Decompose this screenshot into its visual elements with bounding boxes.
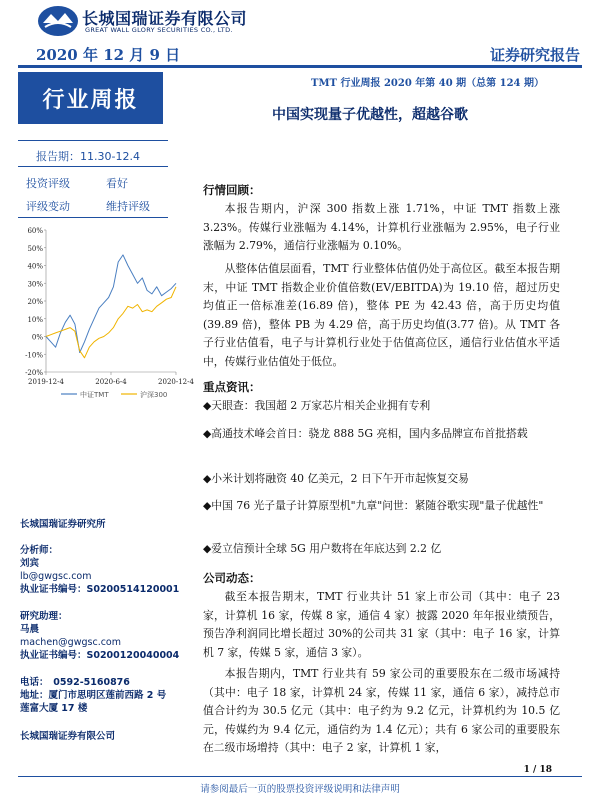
- footer-disclaimer[interactable]: 请参阅最后一页的股票投资评级说明和法律声明: [200, 784, 400, 795]
- y-tick-label: 30%: [27, 280, 43, 289]
- performance-chart: [16, 222, 194, 407]
- rating-change-value: 维持评级: [106, 200, 150, 213]
- institute-name: 长城国瑞证券研究所: [20, 519, 106, 530]
- y-tick-label: 10%: [27, 315, 43, 324]
- footer-divider: [18, 776, 582, 777]
- legend-label: 中证TMT: [80, 391, 109, 399]
- company-logo-icon: [36, 4, 80, 38]
- analyst-label: 分析师：: [20, 545, 59, 556]
- analyst-cert: 执业证书编号：S0200514120001: [20, 584, 180, 595]
- issue-line: TMT 行业周报 2020 年第 40 期（总第 124 期）: [311, 78, 544, 89]
- paragraph: 截至本报告期末，TMT 行业共计 51 家上市公司（其中：电子 23 家，计算机 16 家，传媒 8 家，通信 4 家）披露 2020 年年报业绩预告，预告净利润同比增长超过 30%的公司共 31 家（其中：电子 16 家，计算机 7 家，传媒 5 家，通信 3 家）。: [203, 590, 560, 659]
- company-footer-name: 长城国瑞证券有限公司: [20, 731, 116, 742]
- report-category-title: 行业周报: [42, 87, 139, 113]
- assistant-block: [20, 610, 179, 662]
- rating-row: [26, 175, 128, 191]
- analyst-email[interactable]: lb@gwgsc.com: [20, 571, 92, 582]
- assistant-email[interactable]: machen@gwgsc.com: [20, 637, 121, 648]
- y-tick-label: 40%: [27, 262, 43, 271]
- y-tick-label: 20%: [27, 298, 43, 306]
- assistant-name: 马晨: [20, 624, 40, 635]
- sidebar-divider: [18, 166, 168, 167]
- news-item: ◆爱立信预计全球 5G 用户数将在年底达到 2.2 亿: [203, 542, 442, 555]
- x-tick-label: 2020-12-4: [158, 378, 194, 386]
- company-name-en: GREAT WALL GLORY SECURITIES CO., LTD.: [85, 26, 233, 34]
- news-item: ◆高通技术峰会首日：骁龙 888 5G 亮相，国内多品牌宣布首批搭载: [203, 427, 528, 440]
- address-line-1: 地址：厦门市思明区莲前西路 2 号: [20, 690, 167, 701]
- market-review-paragraph-1: [203, 200, 560, 256]
- report-period: 报告期：11.30-12.4: [36, 150, 140, 163]
- paragraph: 从整体估值层面看，TMT 行业整体估值仍处于高位区。截至本报告期末，中证 TMT 指数企业价值倍数(EV/EBITDA)为 19.10 倍，超过历史均值正一倍标准差(16.89 倍)，整体 PE 为 42.43 倍，高于历史均值(39.89 倍)，整体 PB 为 4.29 倍，高于历史均值(3.77 倍)。从 TMT 各子行业估值看，电子与计算机行业处于估值高位区，通信行业估值水平适中，传媒行业估值处于低位。: [203, 262, 560, 368]
- rating-value: 看好: [106, 177, 128, 190]
- series-line: [46, 255, 176, 353]
- y-tick-label: -20%: [25, 369, 43, 377]
- report-date: 2020 年 12 月 9 日: [36, 46, 181, 64]
- address-line-2: 莲富大厦 17 楼: [20, 703, 88, 714]
- paragraph: 本报告期内，沪深 300 指数上涨 1.71%，中证 TMT 指数上涨 3.23%。传媒行业涨幅为 4.14%，计算机行业涨幅为 2.95%，电子行业涨幅为 2.79%，通信行业涨幅为 0.10%。: [203, 202, 560, 252]
- section-title-key-news: 重点资讯：: [203, 380, 261, 394]
- legend-label: 沪深300: [140, 391, 168, 399]
- rating-label: 投资评级: [26, 177, 70, 190]
- news-item: ◆中国 76 光子量子计算原型机"九章"问世：紧随谷歌实现"量子优越性": [203, 499, 544, 512]
- rating-change-row: [26, 198, 150, 214]
- phone: 电话： 0592-5160876: [20, 677, 130, 688]
- header-divider: [18, 65, 582, 68]
- paragraph: 本报告期内，TMT 行业共有 59 家公司的重要股东在二级市场减持（其中：电子 18 家，计算机 24 家，传媒 11 家，通信 6 家），减持总市值合计约为 30.5 亿元（其中：电子约为 9.2 亿元，计算机约为 10.5 亿元，传媒约为 9.4 亿元，通信约为 1.4 亿元）；共有 6 家公司的重要股东在二级市场增持（其中：电子 2 家，计算机 1 家，: [203, 667, 560, 754]
- section-title-market-review: 行情回顾：: [203, 183, 261, 197]
- page-number: 1 / 18: [523, 765, 552, 775]
- y-tick-label: 60%: [27, 227, 43, 235]
- headline: 中国实现量子优越性，超越谷歌: [272, 107, 468, 123]
- assistant-label: 研究助理：: [20, 611, 68, 622]
- assistant-cert: 执业证书编号：S0200120040004: [20, 650, 180, 661]
- analyst-name: 刘宾: [20, 558, 40, 569]
- company-name-cn: 长城国瑞证券有限公司: [82, 9, 248, 28]
- company-news-paragraph-2: [203, 665, 560, 758]
- y-tick-label: 0%: [31, 333, 43, 342]
- y-tick-label: 50%: [27, 244, 43, 253]
- y-tick-label: -10%: [25, 351, 43, 360]
- section-title-company-news: 公司动态：: [203, 571, 261, 585]
- sidebar-divider: [18, 217, 168, 218]
- x-tick-label: 2020-6-4: [95, 378, 127, 386]
- rating-change-label: 评级变动: [26, 200, 70, 213]
- x-tick-label: 2019-12-4: [28, 378, 64, 386]
- sidebar-divider: [18, 140, 168, 141]
- company-news-paragraph-1: [203, 588, 560, 662]
- news-item: ◆天眼查：我国超 2 万家芯片相关企业拥有专利: [203, 399, 431, 412]
- report-type: 证券研究报告: [489, 46, 580, 64]
- contact-block: [20, 676, 166, 715]
- market-review-paragraph-2: [203, 260, 560, 371]
- analyst-block: [20, 544, 179, 596]
- news-item: ◆小米计划将融资 40 亿美元，2 日下午开市起恢复交易: [203, 472, 469, 485]
